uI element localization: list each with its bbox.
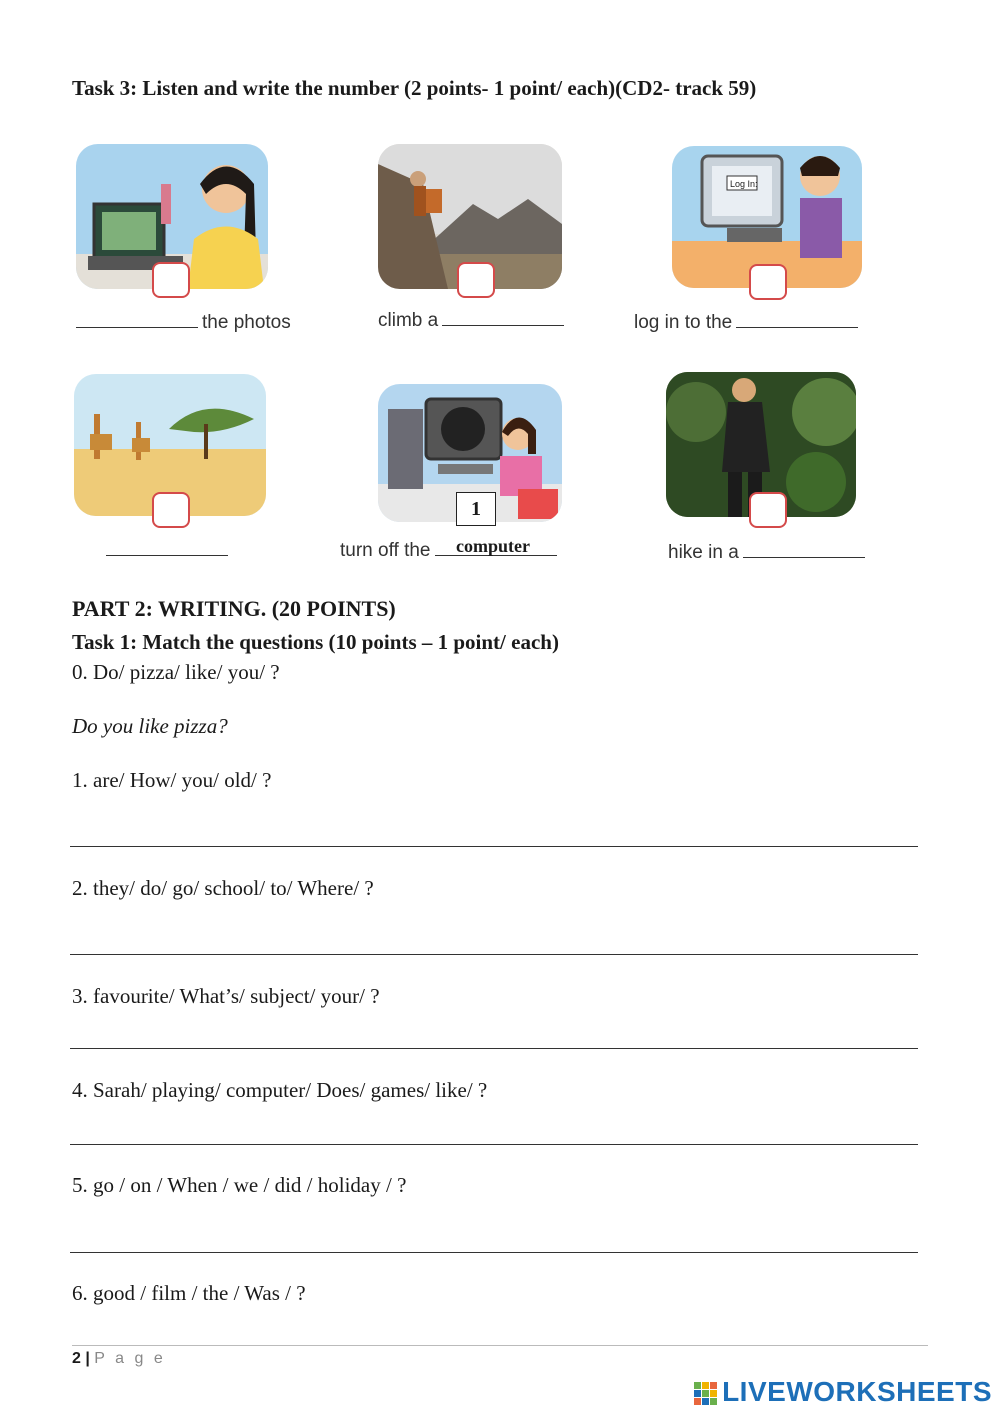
answer-box-4[interactable] [152, 492, 190, 528]
footer-divider [72, 1345, 928, 1346]
part2-title: PART 2: WRITING. (20 POINTS) [72, 596, 396, 621]
page-footer [72, 1350, 166, 1368]
caption-4 [106, 540, 232, 562]
answer-line-5[interactable] [70, 1252, 918, 1253]
liveworksheets-logo [694, 1376, 992, 1408]
blank-6[interactable] [743, 557, 865, 558]
question-5: 5. go / on / When / we / did / holiday / ? [72, 1173, 407, 1197]
picture-grid [72, 124, 872, 576]
answer-line-2[interactable] [70, 954, 918, 955]
answer-box-1[interactable] [152, 262, 190, 298]
page-word: P a g e [94, 1350, 166, 1367]
question-2: 2. they/ do/ go/ school/ to/ Where/ ? [72, 876, 374, 900]
caption-3-text: log in to the [634, 312, 733, 333]
task1-title: Task 1: Match the questions (10 points – 1 point/ each) [72, 630, 559, 654]
answer-word-5: computer [456, 536, 530, 556]
example-answer: Do you like pizza? [72, 714, 228, 738]
caption-6 [668, 542, 869, 564]
caption-3 [634, 312, 862, 334]
answer-line-1[interactable] [70, 846, 918, 847]
caption-2-text: climb a [378, 310, 439, 331]
answer-line-4[interactable] [70, 1144, 918, 1145]
answer-box-6[interactable] [749, 492, 787, 528]
svg-text:Log In:: Log In: [730, 179, 758, 189]
blank-4[interactable] [106, 555, 228, 556]
page-number: 2 [72, 1350, 81, 1367]
caption-5-text: turn off the [340, 540, 431, 561]
caption-1-text: the photos [202, 312, 291, 333]
question-3: 3. favourite/ What’s/ subject/ your/ ? [72, 984, 380, 1008]
question-6: 6. good / film / the / Was / ? [72, 1281, 306, 1305]
answer-box-3[interactable] [749, 264, 787, 300]
answer-line-3[interactable] [70, 1048, 918, 1049]
question-4: 4. Sarah/ playing/ computer/ Does/ games/ like/ ? [72, 1078, 488, 1102]
blank-1[interactable] [76, 327, 198, 328]
caption-2 [378, 310, 568, 332]
caption-1 [76, 312, 291, 334]
blank-2[interactable] [442, 325, 564, 326]
brand-grid-icon [694, 1382, 718, 1406]
example-prompt: 0. Do/ pizza/ like/ you/ ? [72, 660, 280, 684]
brand-text: LIVEWORKSHEETS [722, 1376, 992, 1407]
task3-title: Task 3: Listen and write the number (2 points- 1 point/ each)(CD2- track 59) [72, 76, 757, 100]
answer-box-2[interactable] [457, 262, 495, 298]
question-1: 1. are/ How/ you/ old/ ? [72, 768, 272, 792]
page-separator: | [85, 1350, 90, 1367]
answer-box-5[interactable]: 1 [456, 492, 496, 526]
blank-3[interactable] [736, 327, 858, 328]
caption-6-text: hike in a [668, 542, 739, 563]
